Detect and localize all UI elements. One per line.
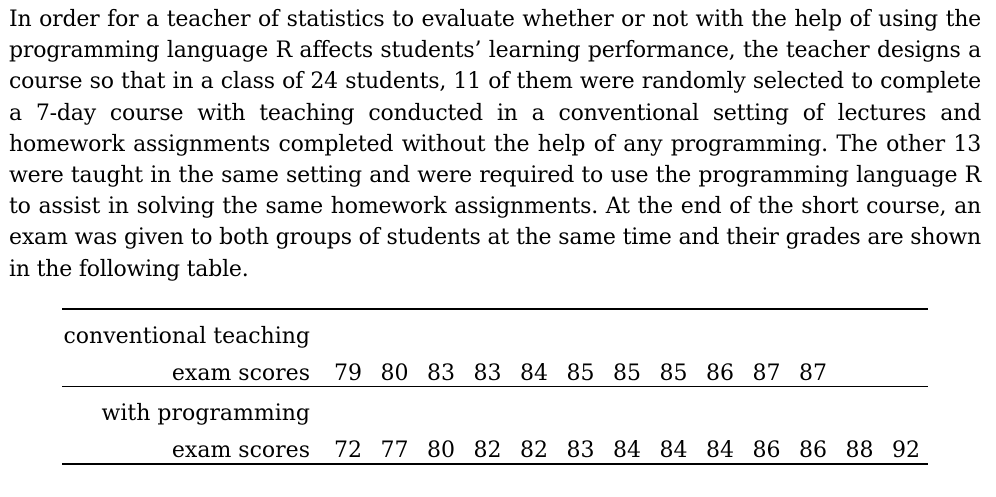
score-cell: 88 xyxy=(845,438,874,463)
score-cell: 86 xyxy=(752,438,781,463)
score-cell: 85 xyxy=(659,361,688,386)
score-cell: 84 xyxy=(706,438,734,463)
score-cell: 86 xyxy=(799,438,827,463)
group-programming xyxy=(62,387,928,463)
scores-label-conventional: exam scores xyxy=(171,361,310,386)
table-bottom-rule xyxy=(62,463,928,465)
score-cell: 82 xyxy=(473,438,502,463)
score-cell: 85 xyxy=(566,361,595,386)
score-cell: 92 xyxy=(892,438,920,463)
score-cell: 79 xyxy=(334,361,362,386)
problem-paragraph: In order for a teacher of statistics to evaluate whether or not with the help of using the programming language R affects students’ learning performance, the teacher designs a course so that in a class of 24 students, 11 of them were randomly selected to complete a 7-day course with teaching conducted in a conventional setting of lectures and homework assignments completed without the help of any programming. The other 13 were taught in the same setting and were required to use the programming language R to assist in solving the same homework assignments. At the end of the short course, an exam was given to both groups of students at the same time and their grades are shown in the following table. xyxy=(9,7,981,282)
score-cell: 80 xyxy=(380,361,409,386)
score-cell: 84 xyxy=(659,438,688,463)
score-cell: 83 xyxy=(427,361,455,386)
score-cell: 87 xyxy=(799,361,827,386)
score-cell: 82 xyxy=(520,438,548,463)
score-cell: 83 xyxy=(473,361,502,386)
score-cell: 83 xyxy=(566,438,595,463)
score-cell: 84 xyxy=(613,438,641,463)
score-cell: 87 xyxy=(752,361,781,386)
score-cell: 77 xyxy=(380,438,409,463)
score-cell: 80 xyxy=(427,438,455,463)
group-title-programming: with programming xyxy=(101,401,310,426)
score-cell: 86 xyxy=(706,361,734,386)
score-cell: 84 xyxy=(520,361,548,386)
group-conventional xyxy=(62,310,928,386)
score-cell: 72 xyxy=(334,438,362,463)
scores-label-programming: exam scores xyxy=(171,438,310,463)
score-cell: 85 xyxy=(613,361,641,386)
scores-table xyxy=(62,308,928,465)
group-title-conventional: conventional teaching xyxy=(63,324,310,349)
